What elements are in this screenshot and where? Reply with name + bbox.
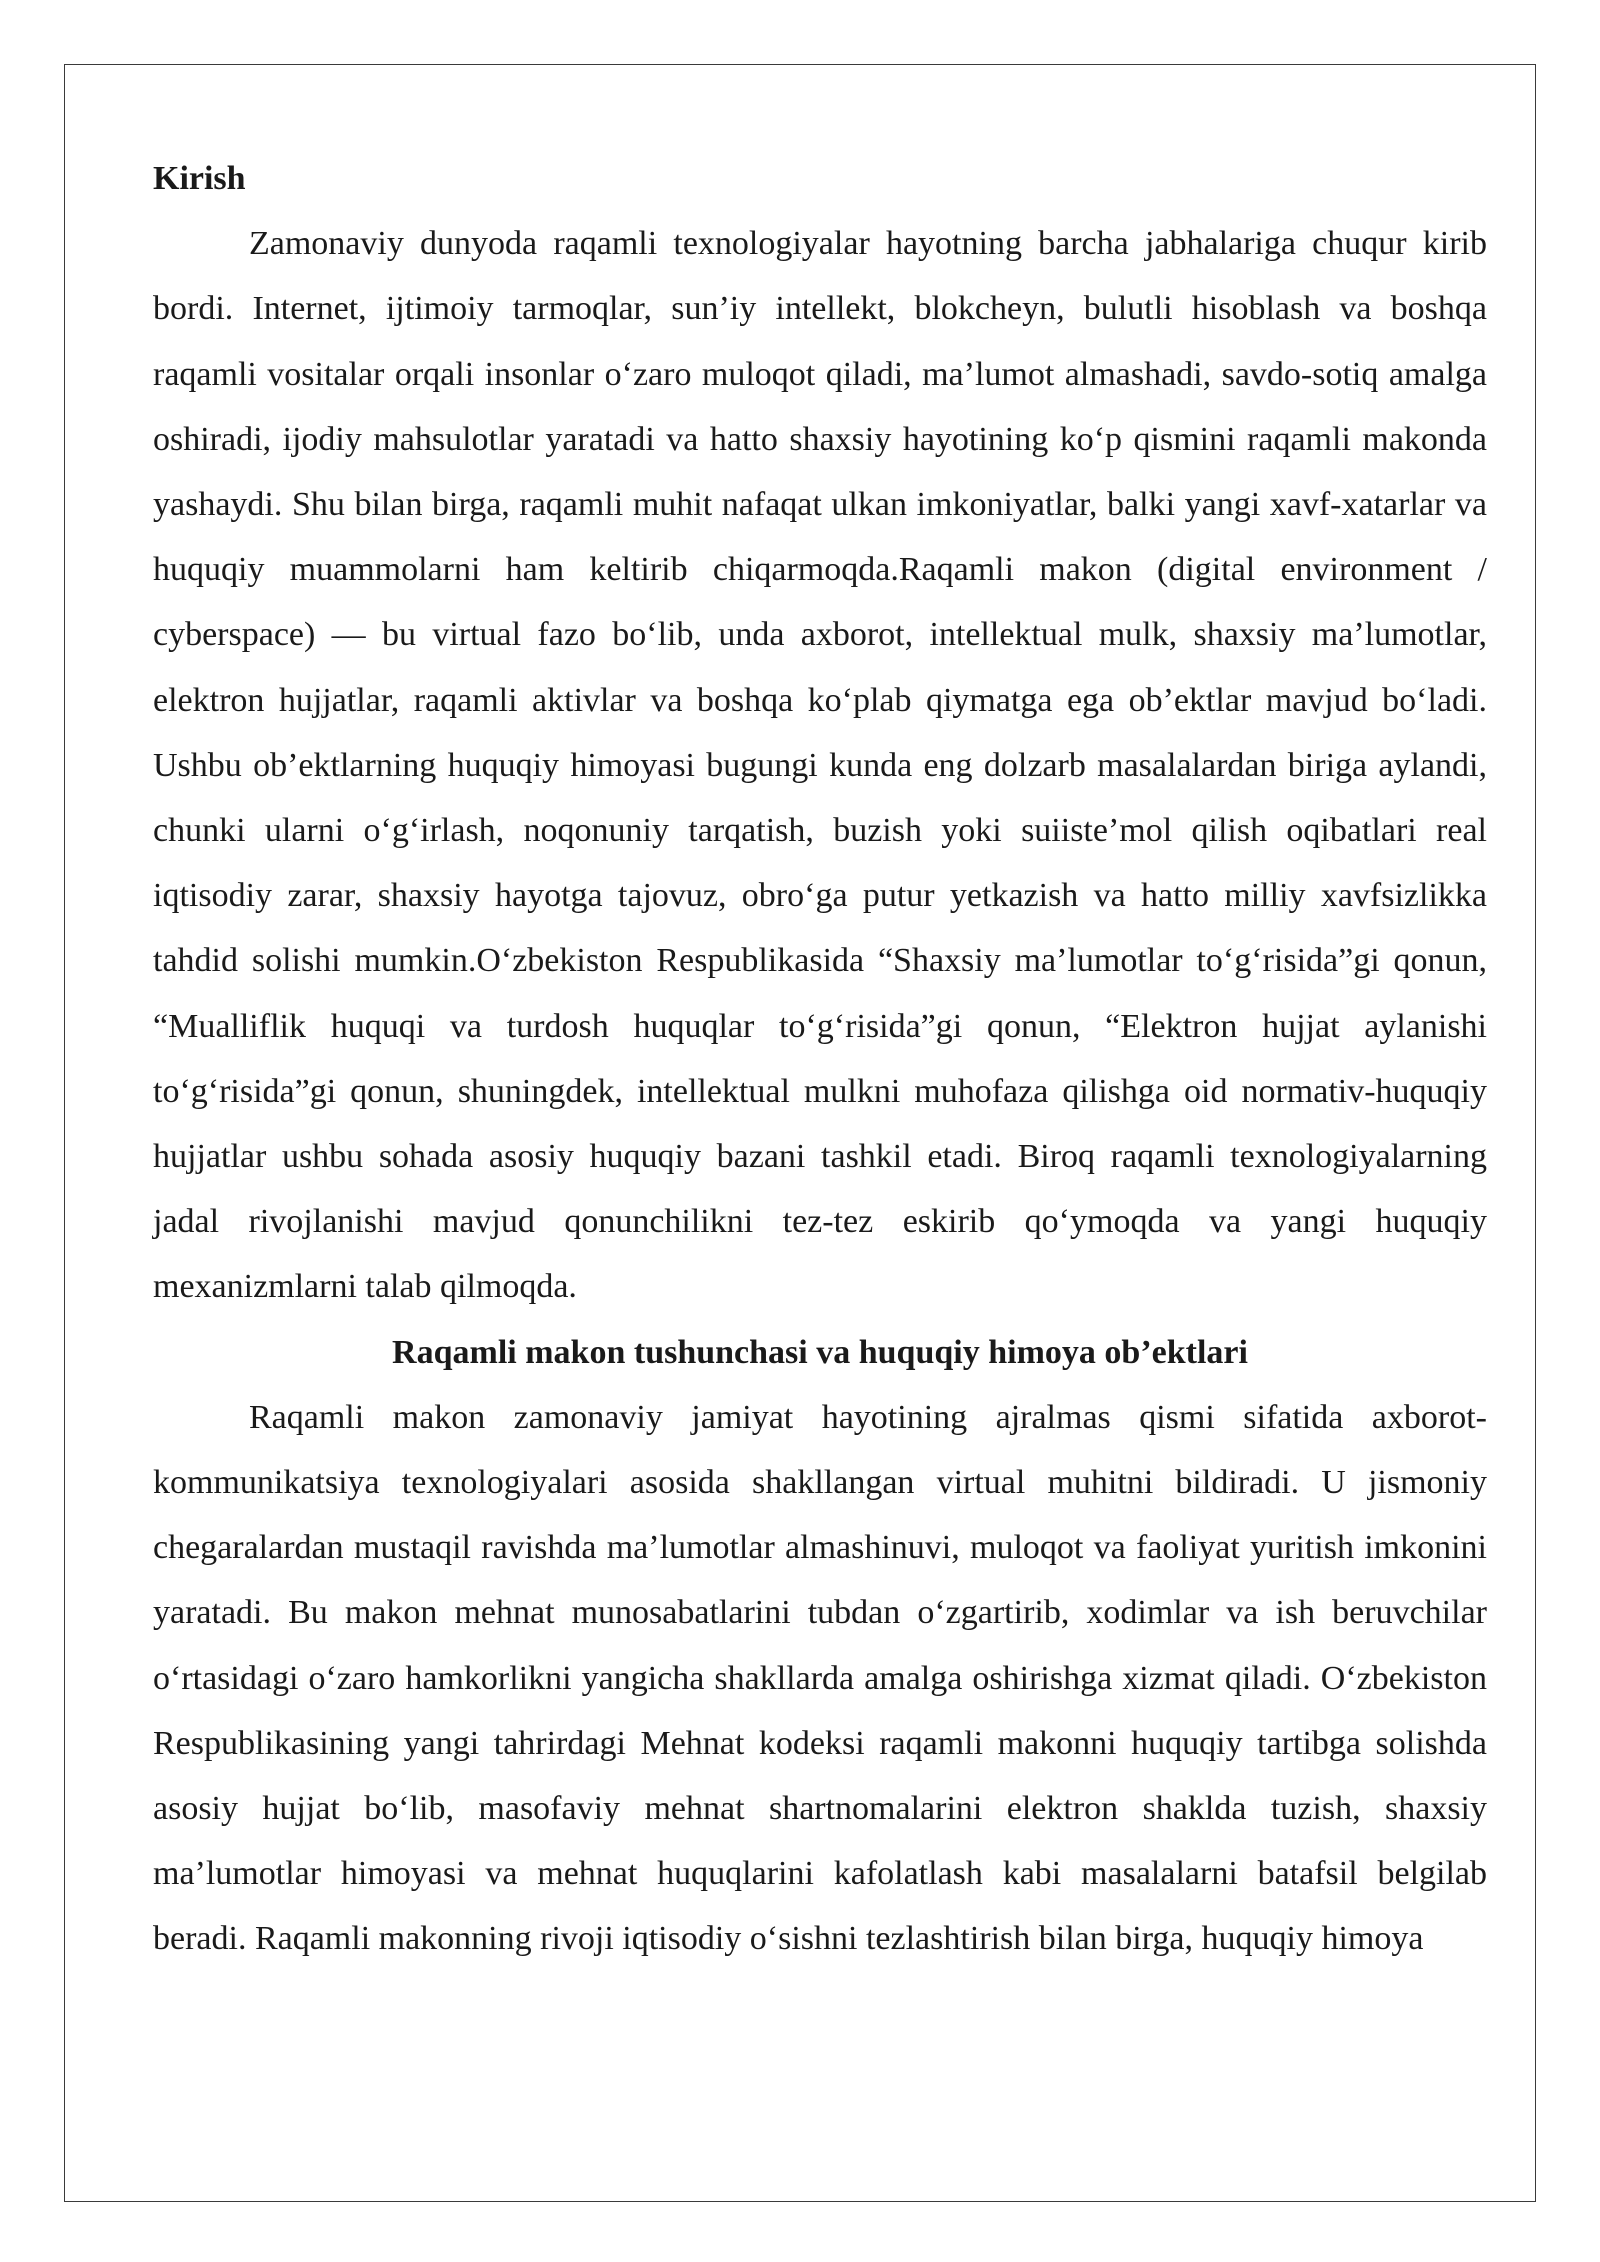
section-heading: Raqamli makon tushunchasi va huquqiy himoya ob’ektlari [392, 1333, 1248, 1371]
section-paragraph: Raqamli makon zamonaviy jamiyat hayotining ajralmas qismi sifatida axborot-kommunikatsiya texnologiyalari asosida shakllangan virtual muhitni bildiradi. U jismoniy chegaralardan mustaqil ravishda ma’lumotlar almashinuvi, muloqot va faoliyat yuritish imkonini yaratadi. Bu makon mehnat munosabatlarini tubdan o‘zgartirib, xodimlar va ish beruvchilar o‘rtasidagi o‘zaro hamkorlikni yangicha shakllarda amalga oshirishga xizmat qiladi. O‘zbekiston Respublikasining yangi tahrirdagi Mehnat kodeksi raqamli makonni huquqiy tartibga solishda asosiy hujjat bo‘lib, masofaviy mehnat shartnomalarini elektron shaklda tuzish, shaxsiy ma’lumotlar himoyasi va mehnat huquqlarini kafolatlash kabi masalalarni batafsil belgilab beradi. Raqamli makonning rivoji iqtisodiy o‘sishni tezlashtirish bilan birga, huquqiy himoya [153, 1398, 1487, 1958]
intro-paragraph: Zamonaviy dunyoda raqamli texnologiyalar hayotning barcha jabhalariga chuqur kirib bordi. Internet, ijtimoiy tarmoqlar, sun’iy intellekt, blokcheyn, bulutli hisoblash va boshqa raqamli vositalar orqali insonlar o‘zaro muloqot qiladi, ma’lumot almashadi, savdo-sotiq amalga oshiradi, ijodiy mahsulotlar yaratadi va hatto shaxsiy hayotining ko‘p qismini raqamli makonda yashaydi. Shu bilan birga, raqamli muhit nafaqat ulkan imkoniyatlar, balki yangi xavf-xatarlar va huquqiy muammolarni ham keltirib chiqarmoqda.Raqamli makon (digital environment / cyberspace) — bu virtual fazo bo‘lib, unda axborot, intellektual mulk, shaxsiy ma’lumotlar, elektron hujjatlar, raqamli aktivlar va boshqa ko‘plab qiymatga ega ob’ektlar mavjud bo‘ladi. Ushbu ob’ektlarning huquqiy himoyasi bugungi kunda eng dolzarb masalalardan biriga aylandi, chunki ularni o‘g‘irlash, noqonuniy tarqatish, buzish yoki suiiste’mol qilish oqibatlari real iqtisodiy zarar, shaxsiy hayotga tajovuz, obro‘ga putur yetkazish va hatto milliy xavfsizlikka tahdid solishi mumkin.O‘zbekiston Respublikasida “Shaxsiy ma’lumotlar to‘g‘risida”gi qonun, “Mualliflik huquqi va turdosh huquqlar to‘g‘risida”gi qonun, “Elektron hujjat aylanishi to‘g‘risida”gi qonun, shuningdek, intellektual mulkni muhofaza qilishga oid normativ-huquqiy hujjatlar ushbu sohada asosiy huquqiy bazani tashkil etadi. Biroq raqamli texnologiyalarning jadal rivojlanishi mavjud qonunchilikni tez-tez eskirib qo‘ymoqda va yangi huquqiy mexanizmlarni talab qilmoqda. [153, 225, 1487, 1306]
intro-heading: Kirish [153, 160, 246, 197]
document-body [153, 146, 1487, 1972]
